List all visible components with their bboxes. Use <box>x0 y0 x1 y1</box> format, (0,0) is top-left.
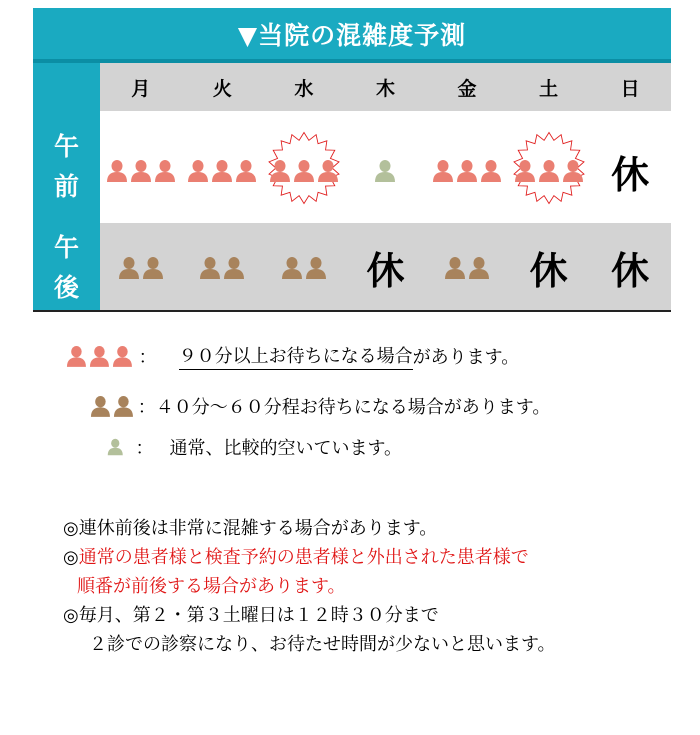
people-group-medium <box>281 256 327 280</box>
people-group-high <box>66 345 133 368</box>
pm-cell-土 <box>508 223 590 312</box>
am-row <box>100 111 671 223</box>
person-icon <box>456 159 478 183</box>
person-icon <box>211 159 233 183</box>
legend-high-text: ９０分以上お待ちになる場合 <box>179 342 413 370</box>
people-group-high <box>269 159 339 183</box>
legend-low-text: 通常、比較的空いています。 <box>169 438 403 459</box>
legend-low <box>107 434 402 460</box>
pm-cell-月 <box>100 223 182 312</box>
person-icon <box>107 438 124 456</box>
person-icon <box>113 395 134 418</box>
people-group-medium <box>118 256 164 280</box>
person-icon <box>468 256 490 280</box>
closed-label: 休 <box>529 249 568 293</box>
legend-medium-text: ４０分～６０分程お待ちになる場合があります。 <box>155 397 551 418</box>
people-group-low <box>107 438 124 456</box>
legend-medium-sep: ： <box>137 397 156 418</box>
day-header-1: 火 <box>212 77 232 100</box>
note-order-text-2: 順番が前後する場合があります。 <box>77 576 346 597</box>
notes <box>63 514 556 659</box>
table-title: ▼当院の混雑度予測 <box>237 20 467 50</box>
am-cell-木 <box>345 111 427 223</box>
note-order-text-1: 通常の患者様と検査予約の患者様と外出された患者様で <box>78 547 529 568</box>
am-cell-日 <box>589 111 671 223</box>
pm-cell-金 <box>426 223 508 312</box>
people-group-medium <box>199 256 245 280</box>
corner-cell <box>33 63 100 111</box>
people-group-medium <box>90 395 134 418</box>
person-icon <box>444 256 466 280</box>
note-saturday-2: ２診での診察になり、お待たせ時間が少ないと思います。 <box>89 634 556 655</box>
legend-high <box>66 342 519 370</box>
pm-row <box>100 223 671 312</box>
row-label-am-1: 午 <box>53 132 79 161</box>
person-icon <box>90 395 111 418</box>
am-cell-水 <box>263 111 345 223</box>
am-cell-土 <box>508 111 590 223</box>
legend-high-icons <box>66 345 133 368</box>
row-label-pm-2: 後 <box>53 272 79 302</box>
row-label-am-2: 前 <box>53 172 79 201</box>
row-label-pm <box>33 223 100 312</box>
people-group-medium <box>444 256 490 280</box>
person-icon <box>269 159 291 183</box>
note-holiday: ◎連休前後は非常に混雑する場合があります。 <box>63 518 438 539</box>
person-icon <box>142 256 164 280</box>
row-label-pm-1: 午 <box>53 232 79 262</box>
pm-cell-日 <box>589 223 671 312</box>
pm-cell-水 <box>263 223 345 312</box>
table-title-bar <box>33 8 671 59</box>
pm-cell-火 <box>182 223 264 312</box>
person-icon <box>223 256 245 280</box>
note-order <box>63 543 556 572</box>
person-icon <box>112 345 133 368</box>
table-bottom-border <box>33 310 671 312</box>
person-icon <box>130 159 152 183</box>
am-cell-月 <box>100 111 182 223</box>
am-cell-金 <box>426 111 508 223</box>
people-group-high <box>432 159 502 183</box>
person-icon <box>199 256 221 280</box>
day-header-5: 土 <box>539 77 559 100</box>
closed-label: 休 <box>366 249 405 293</box>
legend-medium <box>90 393 550 419</box>
person-icon <box>66 345 87 368</box>
person-icon <box>538 159 560 183</box>
person-icon <box>562 159 584 183</box>
person-icon <box>106 159 128 183</box>
person-icon <box>89 345 110 368</box>
row-label-am <box>33 111 100 223</box>
legend-low-icons <box>107 438 124 456</box>
people-group-high <box>187 159 257 183</box>
person-icon <box>154 159 176 183</box>
note-order-mark: ◎ <box>63 547 79 568</box>
note-saturday: ◎毎月、第２・第３土曜日は１２時３０分まで <box>63 605 439 626</box>
person-icon <box>432 159 454 183</box>
person-icon <box>235 159 257 183</box>
legend-high-tail: があります。 <box>412 347 520 368</box>
closed-label: 休 <box>611 152 650 197</box>
congestion-table <box>33 8 671 312</box>
people-group-low <box>374 159 396 183</box>
people-group-high <box>106 159 176 183</box>
person-icon <box>514 159 536 183</box>
day-header-0: 月 <box>131 77 151 100</box>
legend-high-sep: ： <box>138 347 157 368</box>
day-header-3: 木 <box>375 77 395 100</box>
person-icon <box>281 256 303 280</box>
day-header-2: 水 <box>294 77 314 100</box>
day-header-6: 日 <box>620 77 640 100</box>
day-header-row <box>100 63 671 111</box>
person-icon <box>118 256 140 280</box>
am-cell-火 <box>182 111 264 223</box>
legend-low-sep: ： <box>135 438 154 459</box>
person-icon <box>374 159 396 183</box>
person-icon <box>480 159 502 183</box>
people-group-high <box>514 159 584 183</box>
closed-label: 休 <box>611 249 650 293</box>
person-icon <box>187 159 209 183</box>
legend-medium-icons <box>90 395 134 418</box>
day-header-4: 金 <box>457 77 477 100</box>
pm-cell-木 <box>345 223 427 312</box>
schedule-grid <box>33 63 671 312</box>
person-icon <box>305 256 327 280</box>
person-icon <box>317 159 339 183</box>
person-icon <box>293 159 315 183</box>
